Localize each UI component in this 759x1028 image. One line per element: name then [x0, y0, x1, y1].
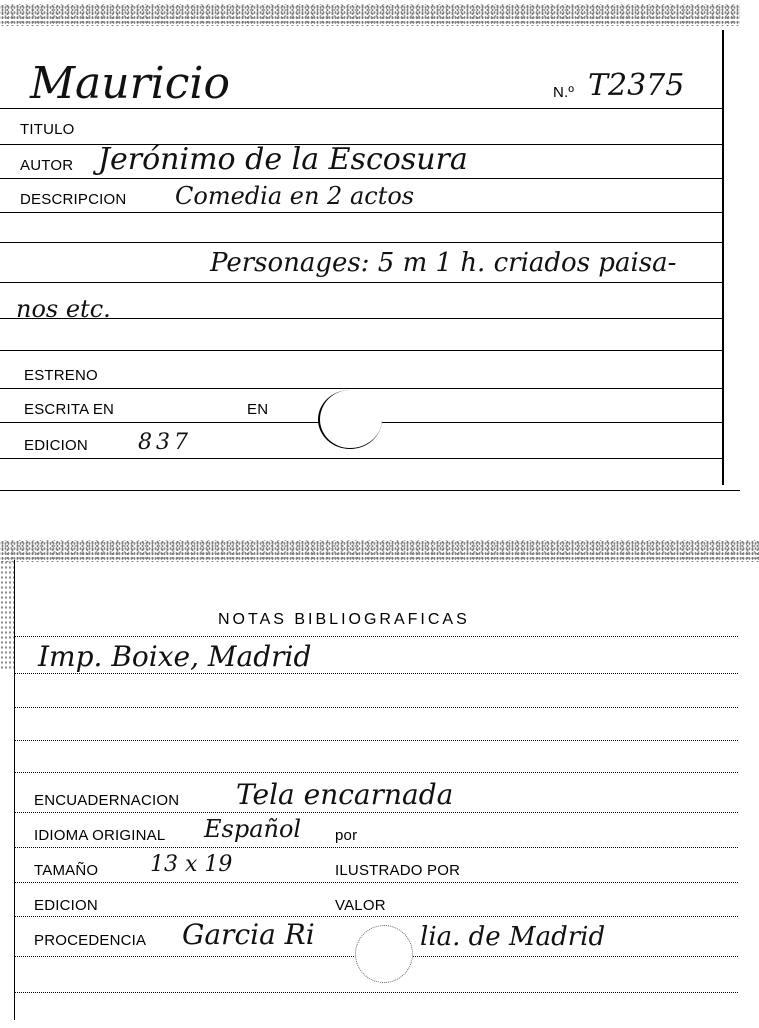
card-bottom-border [0, 490, 740, 491]
estreno-line [0, 388, 722, 389]
idioma-line [14, 847, 738, 848]
edicion2-label: EDICION [34, 897, 98, 914]
punch-hole-mark-2 [355, 925, 413, 983]
edicion-value: 837 [138, 430, 192, 455]
notas-line-3 [14, 707, 738, 708]
descripcion-label: DESCRIPCION [20, 191, 127, 208]
procedencia-value-b: lia. de Madrid [420, 922, 606, 952]
scan-noise-side [0, 560, 14, 670]
autor-value: Jerónimo de la Escosura [98, 142, 468, 177]
title-handwritten: Mauricio [30, 58, 230, 109]
encuadernacion-value: Tela encarnada [236, 778, 454, 811]
title-line [0, 108, 722, 109]
note-line-1-rule [0, 282, 722, 283]
encuadernacion-line [14, 812, 738, 813]
edicion2-line [14, 916, 738, 917]
number-value: T2375 [588, 68, 685, 103]
escrita-en-label: ESCRITA EN [24, 401, 115, 418]
edicion-label: EDICION [24, 437, 88, 454]
procedencia-label: PROCEDENCIA [34, 932, 147, 949]
notas-line-4 [14, 740, 738, 741]
blank-line-2 [0, 350, 722, 351]
card-right-border [722, 30, 724, 485]
titulo-label: TITULO [20, 121, 75, 138]
notas-line-5 [14, 772, 738, 773]
punch-hole-mark [318, 390, 382, 449]
note-line-1: Personages: 5 m 1 h. criados paisa- [210, 248, 677, 278]
descripcion-value: Comedia en 2 actos [175, 182, 415, 210]
tamano-value: 13 x 19 [150, 852, 233, 877]
autor-line [0, 178, 722, 179]
tamano-label: TAMAÑO [34, 862, 99, 879]
descripcion-line [0, 212, 722, 213]
notas-heading: NOTAS BIBLIOGRAFICAS [218, 611, 470, 628]
scan-noise-top-2 [0, 540, 759, 562]
notas-line-2 [14, 673, 738, 674]
bottom-line [14, 992, 738, 993]
idioma-value: Español [204, 815, 302, 843]
number-label: N.º [553, 84, 575, 101]
procedencia-value-a: Garcia Ri [182, 918, 315, 951]
note-line-2: nos etc. [16, 295, 111, 323]
autor-label: AUTOR [20, 157, 74, 174]
estreno-label: ESTRENO [24, 367, 98, 384]
valor-label: VALOR [335, 897, 386, 914]
en-label: EN [247, 401, 269, 418]
tamano-line [14, 882, 738, 883]
imprint-value: Imp. Boixe, Madrid [38, 640, 312, 673]
note-line-2-rule [0, 318, 722, 319]
card2-left-border [14, 560, 15, 1020]
encuadernacion-label: ENCUADERNACION [34, 792, 180, 809]
edicion-line [0, 458, 722, 459]
blank-line-1 [0, 242, 722, 243]
idioma-label: IDIOMA ORIGINAL [34, 827, 166, 844]
por-label: por [335, 827, 358, 844]
ilustrado-label: ILUSTRADO POR [335, 862, 461, 879]
notas-line-1 [14, 636, 738, 637]
scan-noise-top [0, 4, 740, 26]
